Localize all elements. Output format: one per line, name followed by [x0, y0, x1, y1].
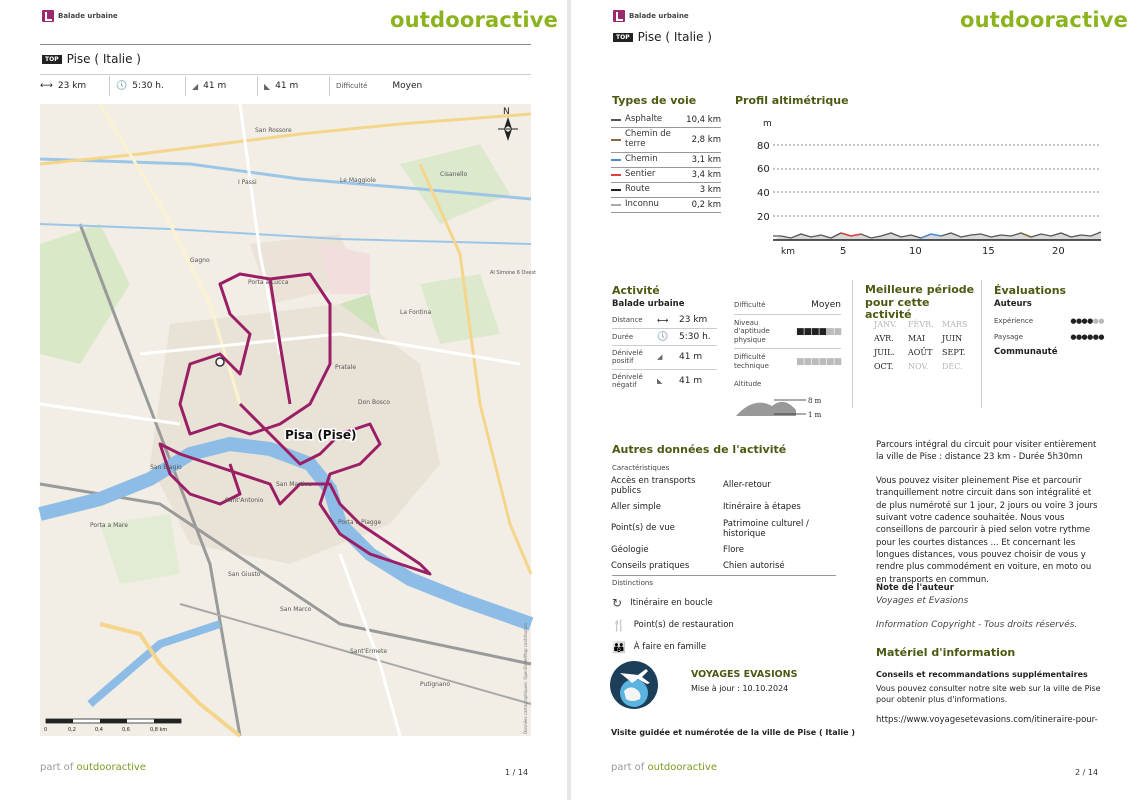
author-note-title: Note de l'auteur: [876, 583, 954, 593]
map-svg[interactable]: [40, 104, 537, 736]
place-label: Sant'Ermete: [350, 648, 388, 655]
svg-text:0: 0: [44, 727, 48, 733]
road-swatch: [611, 119, 621, 121]
x-tick-label: 5: [840, 246, 847, 257]
restaurant-icon: 🍴: [612, 618, 626, 632]
profile-title: Profil altimétrique: [735, 94, 849, 107]
technique-rating-dots: ■■■■■■: [795, 356, 841, 367]
road-types-title: Types de voie: [612, 94, 697, 107]
distance-icon: ⟷: [40, 81, 53, 91]
road-type-row: Asphalte 10,4 km: [611, 113, 721, 128]
other-data-title: Autres données de l'activité: [612, 443, 787, 456]
altitude-graphic: [734, 390, 841, 418]
best-period-title: Meilleure période pour cette activité: [865, 283, 975, 322]
place-label: Don Bosco: [358, 399, 390, 406]
walking-icon: [613, 10, 625, 22]
month: SEPT.: [942, 348, 966, 357]
descent-icon: ◣: [657, 377, 663, 386]
place-label: La Fontina: [400, 309, 432, 316]
descent-icon: ◣: [264, 81, 271, 91]
footer-brand: part of outdooractive: [40, 762, 146, 773]
author-name[interactable]: VOYAGES EVASIONS: [691, 669, 798, 680]
materiel-title: Matériel d'information: [876, 646, 1016, 659]
title-row: [42, 52, 141, 66]
stats-divider-top: [40, 74, 531, 75]
city-label: Pisa (Pise): [285, 428, 357, 442]
activity-title: Activité: [612, 284, 660, 297]
author-avatar[interactable]: [610, 661, 658, 709]
altitude-max: 8 m: [808, 396, 822, 405]
month: JANV.: [874, 320, 897, 329]
ratings-community: Communauté: [994, 347, 1058, 357]
x-tick-label: 15: [982, 246, 995, 257]
x-unit-label: km: [781, 247, 795, 257]
page-number: 2 / 14: [1075, 768, 1099, 777]
road-type-row: Route 3 km: [611, 183, 721, 198]
author-updated: Mise à jour : 10.10.2024: [691, 684, 789, 693]
stats-bar: [40, 76, 531, 96]
tips-body: Vous pouvez consulter notre site web sur la ville de Pise pour obtenir plus d'informations.: [876, 684, 1101, 705]
page-2: [571, 0, 1140, 800]
road-types-table: [611, 113, 721, 213]
activity-row: Dénivelé positif ◢ 41 m: [612, 346, 717, 370]
x-tick-label: 20: [1052, 246, 1065, 257]
place-label: Cisanello: [440, 171, 468, 178]
place-label: San Biagio: [150, 464, 182, 471]
y-ticks: [757, 141, 770, 223]
month: JUIL.: [874, 348, 895, 357]
page-number: 1 / 14: [505, 768, 529, 777]
activity-row: Distance ⟷ 23 km: [612, 312, 717, 329]
svg-text:0,4: 0,4: [95, 727, 103, 733]
y-tick-label: 40: [757, 188, 770, 199]
y-tick-label: 60: [757, 164, 770, 175]
road-type-row: Chemin 3,1 km: [611, 153, 721, 168]
airplane-globe-icon: [610, 661, 658, 709]
road-type-row: Chemin de terre 2,8 km: [611, 128, 721, 153]
website-link[interactable]: https://www.voyagesetevasions.com/itineraire-pour-: [876, 715, 1098, 725]
stat-descent: ◣ 41 m: [258, 76, 330, 96]
feature-item: Aller-retour: [723, 480, 771, 490]
ascent-icon: ◢: [192, 81, 199, 91]
month: JUIN: [942, 334, 963, 343]
stat-ascent: ◢ 41 m: [186, 76, 258, 96]
road-swatch: [611, 174, 621, 176]
month: NOV.: [908, 362, 929, 371]
features-grid: [611, 476, 836, 571]
ratings-title: Évaluations: [994, 284, 1067, 297]
route-map[interactable]: [40, 104, 537, 736]
difficulty-panel: Difficulté Moyen Niveau d'aptitude physique ■■■■■■ Difficulté technique ■■■■■■ Altitude 8 m 1 m: [734, 300, 841, 419]
north-label: N: [503, 107, 510, 117]
feature-item: Patrimoine culturel / historique: [723, 518, 809, 539]
svg-text:0,8 km: 0,8 km: [150, 727, 168, 733]
feature-item: Point(s) de vue: [611, 522, 675, 533]
y-tick-label: 80: [757, 141, 770, 152]
author-note: Voyages et Evasions: [876, 596, 969, 606]
place-label: San Rossore: [255, 127, 292, 134]
feature-item: Chien autorisé: [723, 561, 785, 572]
ascent-icon: ◢: [657, 353, 663, 362]
month: AVR.: [874, 334, 894, 343]
loop-icon: ↻: [612, 596, 623, 610]
road-swatch: [611, 139, 621, 141]
place-label: San Martino: [276, 481, 313, 488]
distinctions-list: [612, 592, 734, 658]
feature-item: Aller simple: [611, 502, 662, 513]
road-type-row: Sentier 3,4 km: [611, 168, 721, 183]
footer-brand: part of outdooractive: [611, 762, 717, 773]
stat-duration: 🕔 5:30 h.: [110, 76, 186, 96]
place-label: Gagno: [190, 257, 210, 264]
distinctions-label: Distinctions: [612, 579, 654, 587]
feature-item: Conseils pratiques: [611, 561, 690, 572]
author-caption: Visite guidée et numérotée de la ville de Pise ( Italie ): [611, 728, 855, 737]
place-label: San Giusto: [228, 571, 261, 578]
place-label: Porta a Mare: [90, 522, 128, 529]
rating-experience: Expérience ●●●●●●: [994, 317, 1104, 325]
feature-item: Flore: [723, 544, 744, 555]
description-body: Vous pouvez visiter pleinement Pise et parcourir tranquillement notre circuit dans son intégralité et de plus numéroté sur 1 jour, 2 jours ou voire 3 jours suivant votre cadence souhaitée. Nous vous conseillons de parcourir à pied selon votre rythme pour les courtes distances ... Et concernant les longues distances, vous pouvez choisir de vous y rendre plus commodément en voiture, en moto ou en transports en commun.: [876, 476, 1098, 585]
month: MARS: [942, 320, 968, 329]
place-label: Al Simone 6 Ovest: [490, 270, 537, 276]
activity-row: Durée 🕔 5:30 h.: [612, 329, 717, 346]
place-label: Porta a Lucca: [248, 279, 289, 286]
place-label: Pratale: [335, 364, 357, 371]
altitude-min: 1 m: [808, 410, 822, 419]
svg-text:0,6: 0,6: [122, 727, 130, 733]
top-badge: TOP: [42, 55, 62, 64]
stat-distance: ⟷ 23 km: [40, 76, 110, 96]
distinction-item: 🍴 Point(s) de restauration: [612, 618, 734, 632]
month: MAI: [908, 334, 926, 343]
brand-logo[interactable]: outdooractive: [960, 8, 1129, 32]
place-label: I Passi: [238, 179, 257, 186]
ratings-authors: Auteurs: [994, 299, 1032, 309]
copyright: Information Copyright - Tous droits réservés.: [876, 620, 1078, 630]
experience-rating-dots: ●●●●●●: [1070, 317, 1104, 325]
road-swatch: [611, 204, 621, 206]
map-attribution: Données cartographiques: OpenStreetMap contributors: [523, 622, 528, 734]
brand-logo[interactable]: outdooractive: [390, 8, 559, 32]
place-label: Le Maggiole: [340, 177, 377, 184]
place-label: Sant'Antonio: [225, 497, 264, 504]
month: AOÛT: [908, 348, 933, 357]
feature-item: Géologie: [611, 544, 649, 555]
tips-title: Conseils et recommandations supplémentaires: [876, 670, 1088, 679]
y-unit-label: m: [763, 119, 772, 129]
y-tick-label: 20: [757, 212, 770, 223]
technique-row: Difficulté technique ■■■■■■: [734, 353, 841, 370]
road-swatch: [611, 189, 621, 191]
feature-item: Accès en transports publics: [611, 476, 696, 497]
header-divider: [40, 44, 531, 45]
activity-row: Dénivelé négatif ◣ 41 m: [612, 372, 703, 390]
svg-text:0,2: 0,2: [68, 727, 76, 733]
month: FÉVR.: [908, 320, 934, 329]
landscape-rating-dots: ●●●●●●: [1070, 333, 1104, 341]
activity-subtitle: Balade urbaine: [612, 299, 685, 309]
top-badge: TOP: [613, 33, 633, 42]
category-label: Balade urbaine: [42, 10, 118, 22]
page-title: Pise ( Italie ): [637, 30, 712, 44]
page-title: Pise ( Italie ): [66, 52, 141, 66]
page-1: [0, 0, 567, 800]
place-label: Putignano: [420, 681, 451, 688]
title-row: [613, 30, 712, 44]
fitness-row: Niveau d'aptitude physique ■■■■■■: [734, 315, 841, 349]
distinction-item: 👪 À faire en famille: [612, 640, 707, 654]
activity-rows: [612, 312, 717, 393]
category-label: Balade urbaine: [613, 10, 689, 22]
features-divider: [612, 575, 836, 576]
distinction-item: ↻ Itinéraire en boucle: [612, 596, 713, 610]
description-intro: Parcours intégral du circuit pour visiter entièrement la ville de Pise : distance 23 km - Durée 5h30mn: [876, 440, 1097, 463]
feature-item: Itinéraire à étapes: [723, 502, 801, 513]
distance-icon: ⟷: [657, 315, 669, 325]
clock-icon: 🕔: [657, 332, 669, 342]
clock-icon: 🕔: [116, 81, 128, 91]
fitness-rating-dots: ■■■■■■: [795, 326, 841, 337]
road-swatch: [611, 159, 621, 161]
x-tick-label: 10: [909, 246, 922, 257]
place-label: San Marco: [280, 606, 312, 613]
road-type-row: Inconnu 0,2 km: [611, 198, 721, 213]
start-marker[interactable]: [216, 358, 224, 366]
months-grid: [874, 320, 976, 371]
month: DÉC.: [942, 362, 963, 371]
place-label: Porta a Piagge: [338, 519, 382, 526]
column-divider: [981, 280, 982, 408]
family-icon: 👪: [612, 640, 626, 654]
rating-landscape: Paysage ●●●●●●: [994, 333, 1104, 341]
walking-icon: [42, 10, 54, 22]
column-divider: [852, 280, 853, 408]
features-label: Caractéristiques: [612, 464, 670, 472]
month: OCT.: [874, 362, 894, 371]
difficulty-row: Difficulté Moyen: [734, 300, 841, 315]
stat-difficulty: Difficulté Moyen: [336, 81, 423, 91]
elevation-profile-chart[interactable]: [741, 112, 1106, 260]
